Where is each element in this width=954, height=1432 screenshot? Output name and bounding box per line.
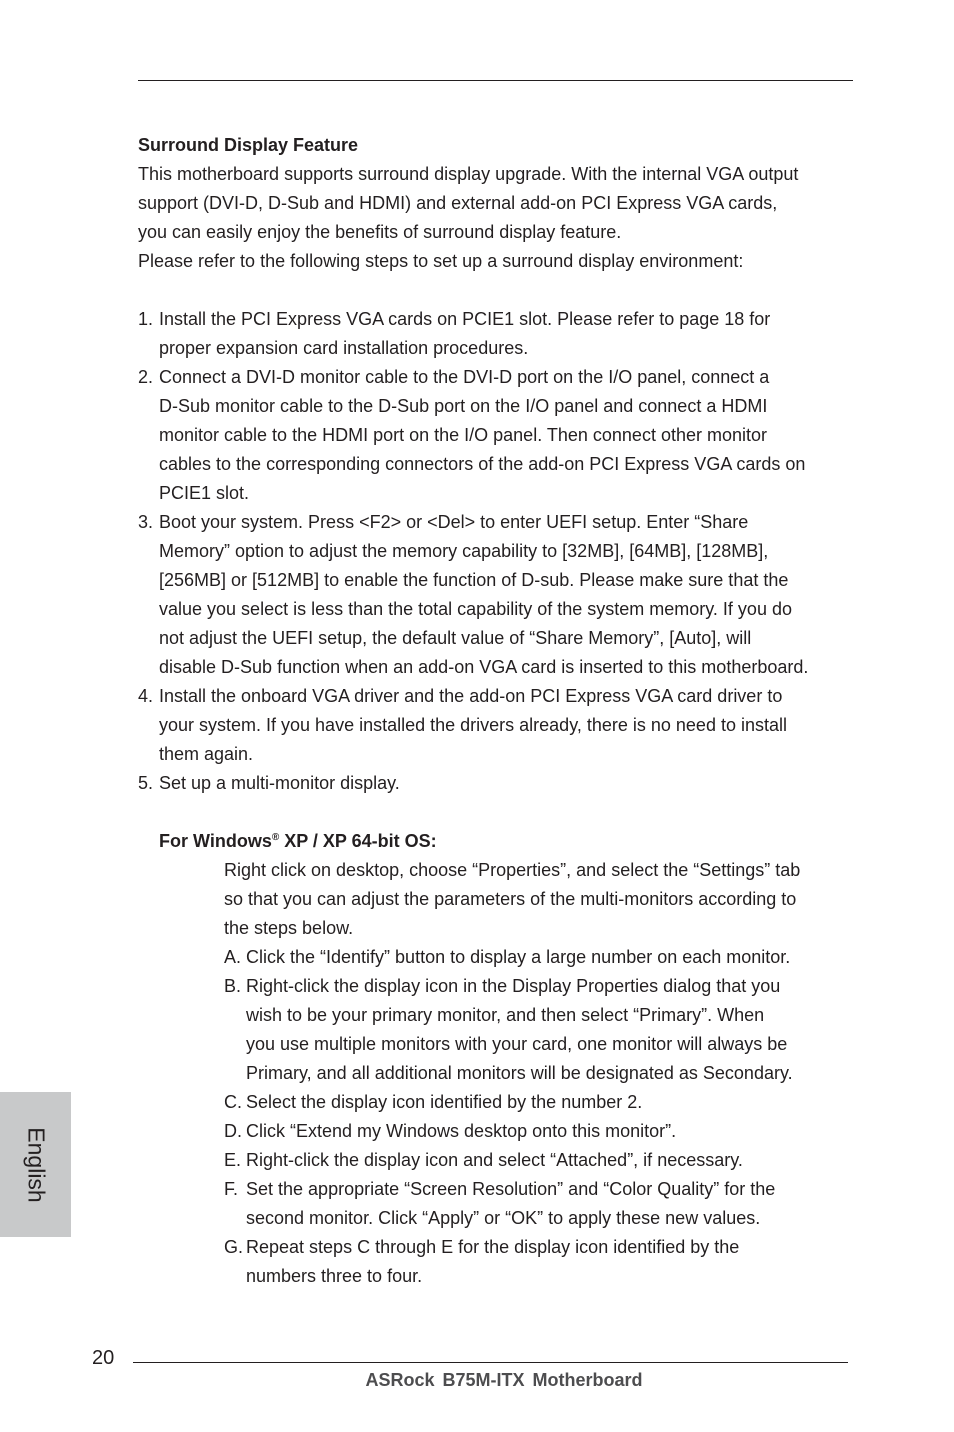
intro-line: This motherboard supports surround display upgrade. With the internal VGA output xyxy=(138,164,799,184)
step-item xyxy=(138,769,858,798)
substep-label: B. xyxy=(224,976,242,996)
language-tab xyxy=(0,1092,71,1237)
substep-item xyxy=(224,1117,858,1146)
step-number: 2. xyxy=(138,367,154,387)
substep-text: Click the “Identify” button to display a large number on each monitor. xyxy=(246,947,791,967)
step-number: 1. xyxy=(138,309,154,329)
step-number: 5. xyxy=(138,773,154,793)
substep-text: Right-click the display icon and select “Attached”, if necessary. xyxy=(246,1150,743,1170)
header-rule xyxy=(138,80,853,81)
page-content xyxy=(138,131,858,1291)
intro-line: support (DVI-D, D-Sub and HDMI) and external add-on PCI Express VGA cards, xyxy=(138,193,778,213)
step-number: 3. xyxy=(138,512,154,532)
substep-label: C. xyxy=(224,1092,242,1112)
substep-item xyxy=(224,1233,858,1291)
substep-item xyxy=(224,1175,858,1233)
step-item xyxy=(138,305,858,363)
footer-rule xyxy=(133,1362,848,1363)
page-number: 20 xyxy=(92,1347,115,1369)
section-intro xyxy=(138,160,858,276)
step-text: Install the onboard VGA driver and the add-on PCI Express VGA card driver to your system. If you have installed the drivers already, there is no need to install them again. xyxy=(159,686,787,764)
substep-text: Select the display icon identified by the number 2. xyxy=(246,1092,643,1112)
step-text: Connect a DVI-D monitor cable to the DVI-D port on the I/O panel, connect a D-Sub monitor cable to the D-Sub port on the I/O panel and connect a HDMI monitor cable to the HDMI port on the I/O panel. Then connect other monitor cables to the corresponding connectors of the add-on PCI Express VGA cards on PCIE1 slot. xyxy=(159,367,806,503)
os-intro: Right click on desktop, choose “Properties”, and select the “Settings” tab so that you can adjust the parameters of the multi-monitors according to the steps below. xyxy=(224,860,801,938)
step-number: 4. xyxy=(138,686,154,706)
step-item xyxy=(138,508,858,682)
os-instructions xyxy=(224,856,858,1291)
substep-item xyxy=(224,972,858,1088)
substep-label: G. xyxy=(224,1237,244,1257)
step-item xyxy=(138,682,858,769)
substep-label: E. xyxy=(224,1150,242,1170)
substep-text: Set the appropriate “Screen Resolution” and “Color Quality” for the second monitor. Click “Apply” or “OK” to apply these new values. xyxy=(246,1179,776,1228)
step-text: Set up a multi-monitor display. xyxy=(159,773,400,793)
step-text: Boot your system. Press <F2> or <Del> to enter UEFI setup. Enter “Share Memory” option to adjust the memory capability to [32MB], [64MB], [128MB], [256MB] or [512MB] to enable the function of D-sub. Please make sure that the value you select is less than the total capability of the system memory. If you do not adjust the UEFI setup, the default value of “Share Memory”, [Auto], will disable D-Sub function when an add-on VGA card is inserted to this motherboard. xyxy=(159,512,809,677)
intro-line: you can easily enjoy the benefits of surround display feature. xyxy=(138,222,622,242)
substep-text: Right-click the display icon in the Display Properties dialog that you wish to be your primary monitor, and then select “Primary”. When you use multiple monitors with your card, one monitor will always be Primary, and all additional monitors will be designated as Secondary. xyxy=(246,976,793,1083)
step-item xyxy=(138,363,858,508)
language-tab-label: English xyxy=(23,1126,49,1203)
footer-title: ASRock B75M-ITX Motherboard xyxy=(365,1370,643,1390)
section-heading: Surround Display Feature xyxy=(138,135,359,155)
os-heading: For Windows® XP / XP 64-bit OS: xyxy=(159,831,437,851)
substep-label: A. xyxy=(224,947,242,967)
substep-text: Repeat steps C through E for the display icon identified by the numbers three to four. xyxy=(246,1237,740,1286)
substep-label: F. xyxy=(224,1179,239,1199)
substep-text: Click “Extend my Windows desktop onto this monitor”. xyxy=(246,1121,677,1141)
substep-label: D. xyxy=(224,1121,242,1141)
substep-item xyxy=(224,943,858,972)
steps-list xyxy=(138,305,858,798)
intro-line: Please refer to the following steps to set up a surround display environment: xyxy=(138,251,744,271)
step-text: Install the PCI Express VGA cards on PCIE1 slot. Please refer to page 18 for proper expansion card installation procedures. xyxy=(159,309,771,358)
substep-item xyxy=(224,1146,858,1175)
registered-mark: ® xyxy=(271,832,280,843)
substep-item xyxy=(224,1088,858,1117)
